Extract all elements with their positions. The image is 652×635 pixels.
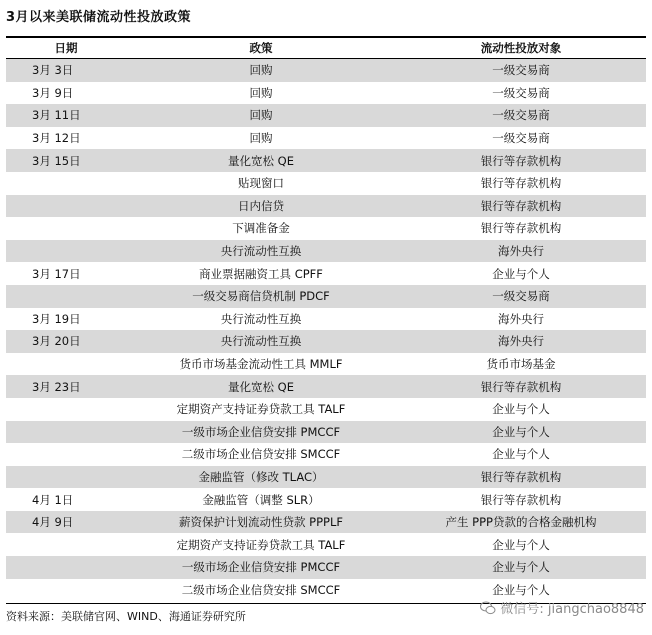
cell-date xyxy=(6,556,126,579)
table-row xyxy=(6,533,646,556)
cell-target: 银行等存款机构 xyxy=(396,375,646,398)
cell-date xyxy=(6,285,126,308)
cell-date: 3月 19日 xyxy=(32,311,81,326)
cell-target: 海外央行 xyxy=(396,240,646,263)
table-row xyxy=(6,511,646,534)
table-row xyxy=(6,443,646,466)
table-row xyxy=(6,262,646,285)
cell-target: 企业与个人 xyxy=(396,556,646,579)
table-row xyxy=(6,172,646,195)
cell-policy: 定期资产支持证券贷款工具 TALF xyxy=(176,402,346,417)
cell-date xyxy=(6,443,126,466)
cell-policy: 下调准备金 xyxy=(232,221,290,236)
cell-target: 企业与个人 xyxy=(492,537,550,552)
cell-policy: 一级交易商信贷机制 PDCF xyxy=(126,285,396,308)
cell-policy: 一级市场企业信贷安排 PMCCF xyxy=(126,421,396,444)
cell-date xyxy=(6,353,126,376)
wechat-icon xyxy=(480,601,496,615)
cell-policy: 量化宽松 QE xyxy=(126,149,396,172)
cell-date xyxy=(6,579,126,602)
cell-policy: 回购 xyxy=(126,104,396,127)
cell-policy: 一级市场企业信贷安排 PMCCF xyxy=(126,556,396,579)
cell-date: 3月 12日 xyxy=(32,131,81,146)
cell-date xyxy=(6,172,126,195)
cell-target: 银行等存款机构 xyxy=(480,492,562,507)
table-row xyxy=(6,217,646,240)
table-row xyxy=(6,375,646,398)
table-row xyxy=(6,127,646,150)
cell-target: 一级交易商 xyxy=(396,59,646,82)
cell-target: 银行等存款机构 xyxy=(480,176,562,191)
cell-date: 4月 9日 xyxy=(6,511,126,534)
header-row xyxy=(6,38,646,59)
table-row xyxy=(6,398,646,421)
table-row xyxy=(6,308,646,331)
table-row xyxy=(6,240,646,263)
table-row xyxy=(6,353,646,376)
cell-date: 3月 9日 xyxy=(32,85,74,100)
table-row xyxy=(6,285,646,308)
cell-date: 4月 1日 xyxy=(32,492,74,507)
cell-date: 3月 20日 xyxy=(6,330,126,353)
cell-target: 产生 PPP贷款的合格金融机构 xyxy=(396,511,646,534)
cell-target: 企业与个人 xyxy=(492,266,550,281)
cell-policy: 贴现窗口 xyxy=(238,176,284,191)
cell-date xyxy=(6,195,126,218)
watermark xyxy=(480,598,644,617)
cell-target: 银行等存款机构 xyxy=(396,466,646,489)
table-row xyxy=(6,82,646,105)
cell-date: 3月 11日 xyxy=(6,104,126,127)
cell-date xyxy=(6,398,126,421)
table-row xyxy=(6,195,646,218)
cell-target: 货币市场基金 xyxy=(486,357,556,372)
watermark-text: 微信号: jiangchao8848 xyxy=(500,602,644,617)
cell-target: 企业与个人 xyxy=(492,402,550,417)
cell-policy: 量化宽松 QE xyxy=(126,375,396,398)
cell-target: 一级交易商 xyxy=(396,104,646,127)
cell-policy: 薪资保护计划流动性贷款 PPPLF xyxy=(126,511,396,534)
cell-target: 银行等存款机构 xyxy=(396,195,646,218)
cell-date: 3月 3日 xyxy=(6,59,126,82)
cell-policy: 央行流动性互换 xyxy=(220,311,302,326)
table-row xyxy=(6,149,646,172)
cell-date xyxy=(6,240,126,263)
table-row xyxy=(6,421,646,444)
cell-policy: 货币市场基金流动性工具 MMLF xyxy=(179,357,343,372)
header-policy: 政策 xyxy=(126,38,396,59)
table-row xyxy=(6,330,646,353)
cell-target: 企业与个人 xyxy=(492,582,550,597)
cell-target: 一级交易商 xyxy=(492,131,550,146)
cell-date xyxy=(6,533,126,556)
cell-target: 银行等存款机构 xyxy=(480,221,562,236)
table-row xyxy=(6,466,646,489)
cell-policy: 日内信贷 xyxy=(126,195,396,218)
table-row xyxy=(6,556,646,579)
cell-policy: 商业票据融资工具 CPFF xyxy=(199,266,323,281)
cell-policy: 二级市场企业信贷安排 SMCCF xyxy=(181,447,341,462)
cell-policy: 定期资产支持证券贷款工具 TALF xyxy=(176,537,346,552)
cell-policy: 二级市场企业信贷安排 SMCCF xyxy=(181,582,341,597)
table-row xyxy=(6,488,646,511)
cell-date xyxy=(6,421,126,444)
cell-target: 银行等存款机构 xyxy=(396,149,646,172)
header-date: 日期 xyxy=(6,38,126,59)
table-title: 3月以来美联储流动性投放政策 xyxy=(6,10,192,25)
cell-date xyxy=(6,466,126,489)
cell-target: 海外央行 xyxy=(498,311,544,326)
cell-target: 一级交易商 xyxy=(396,285,646,308)
cell-policy: 回购 xyxy=(249,85,273,100)
cell-date: 3月 23日 xyxy=(6,375,126,398)
source-note: 资料来源：美联储官网、WIND、海通证券研究所 xyxy=(6,610,246,623)
cell-date: 3月 15日 xyxy=(6,149,126,172)
cell-target: 海外央行 xyxy=(396,330,646,353)
cell-target: 一级交易商 xyxy=(492,85,550,100)
table-row xyxy=(6,104,646,127)
cell-policy: 金融监管（修改 TLAC） xyxy=(126,466,396,489)
table-row xyxy=(6,59,646,82)
cell-policy: 回购 xyxy=(126,59,396,82)
cell-date xyxy=(6,217,126,240)
cell-date: 3月 17日 xyxy=(32,266,81,281)
cell-policy: 央行流动性互换 xyxy=(126,330,396,353)
cell-target: 企业与个人 xyxy=(396,421,646,444)
policy-table xyxy=(6,38,646,601)
cell-policy: 央行流动性互换 xyxy=(126,240,396,263)
header-target: 流动性投放对象 xyxy=(396,38,646,59)
cell-target: 企业与个人 xyxy=(492,447,550,462)
cell-policy: 回购 xyxy=(249,131,273,146)
cell-policy: 金融监管（调整 SLR） xyxy=(202,492,320,507)
